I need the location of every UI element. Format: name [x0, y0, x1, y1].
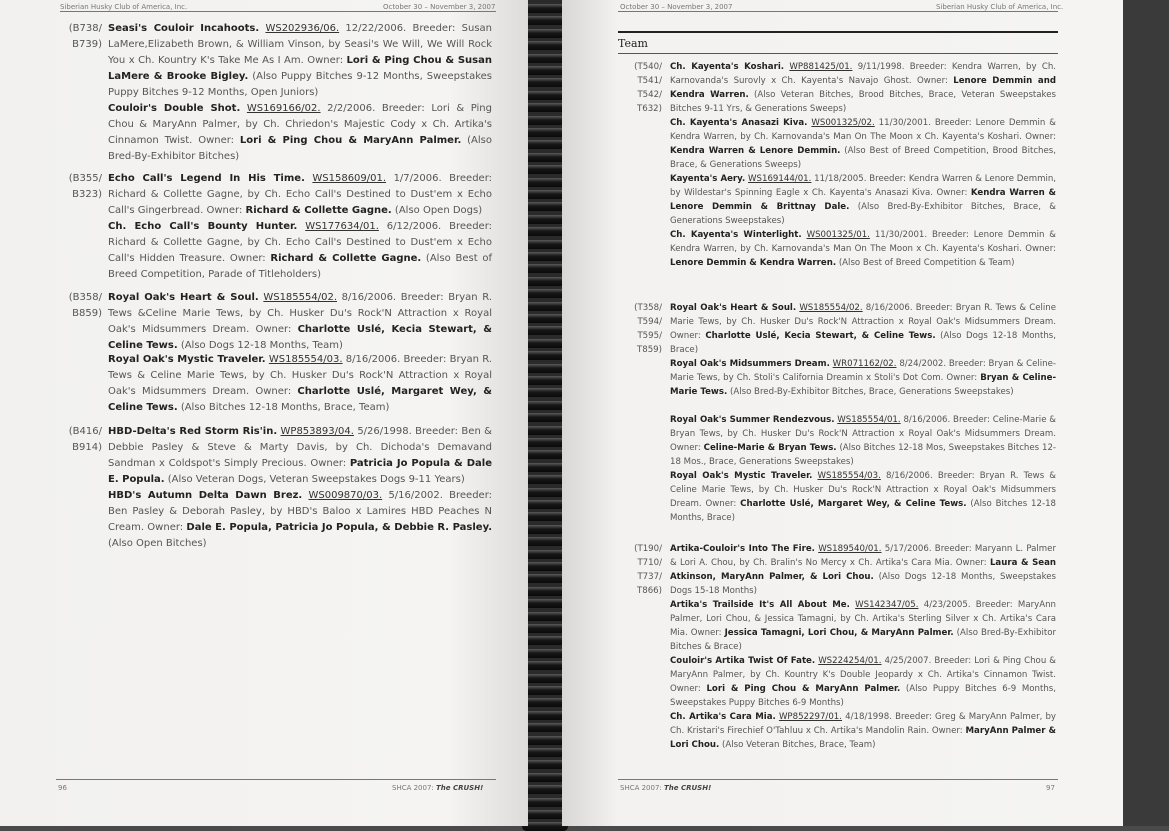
- right-header-club: Siberian Husky Club of America, Inc.: [936, 3, 1064, 11]
- right-footer-rule: [618, 779, 1058, 780]
- dog-details: 5/17/2006. Breeder: Maryann L. Palmer & Lori A. Chou, by Ch. Bralin's No Mercy x Ch. Artika's Cara Mia. Owner:: [670, 544, 1056, 568]
- footer-brand: The CRUSH!: [664, 784, 712, 792]
- registration-number: WS142347/05.: [855, 600, 919, 610]
- catalog-numbers: (T358/ T594/ T595/ T859): [634, 303, 662, 355]
- class-note: (Also Open Dogs): [394, 205, 483, 216]
- dog-details: 12/22/2006. Breeder: Susan LaMere,Elizabeth Brown, & William Vinson, by Seasi's We Will, We Will Rock You x Ch. Kountry K's Take Me As I Am. Owner:: [108, 23, 492, 66]
- registration-number: WS185554/01.: [837, 415, 901, 425]
- dog-entry: [108, 424, 492, 488]
- catalog-numbers: (B738/ B739): [68, 23, 102, 50]
- dog-name: Ch. Kayenta's Winterlight.: [670, 230, 802, 240]
- registration-number: WS189540/01.: [818, 544, 882, 554]
- class-note: (Also Bred-By-Exhibitor Bitches & Brace): [670, 628, 1057, 652]
- dog-entry: [670, 116, 1056, 172]
- registration-number: WS177634/01.: [305, 221, 379, 232]
- dog-details: 4/25/2007. Breeder: Lori & Ping Chou & MaryAnn Palmer, by Ch. Kountry K's Double Jeopardy x Ch. Artika's Cinnamon Twist. Owner:: [670, 656, 1056, 694]
- class-note: (Also Dogs 12-18 Months, Sweepstakes Dogs 15-18 Months): [670, 572, 1057, 596]
- class-note: (Also Veteran Dogs, Veteran Sweepstakes Dogs 9-11 Years): [167, 474, 465, 485]
- dog-entry: [670, 469, 1056, 525]
- dog-details: 4/18/1998. Breeder: Greg & MaryAnn Palmer, by Ch. Kristari's Firechief O'Tahluu x Ch. Artika's Mandolin Rain. Owner:: [670, 712, 1057, 736]
- registration-number: WS224254/01.: [818, 656, 882, 666]
- dog-entry: [108, 171, 492, 219]
- owner-name: Jessica Tamagni, Lori Chou, & MaryAnn Palmer.: [724, 628, 954, 638]
- dog-name: Royal Oak's Mystic Traveler.: [108, 354, 266, 365]
- left-footer: [392, 784, 483, 792]
- class-note: (Also Puppy Bitches 9-12 Months, Sweepstakes Puppy Bitches 9-12 Months, Open Juniors): [108, 71, 492, 98]
- class-note: (Also Bitches 12-18 Months, Brace, Team): [180, 402, 390, 413]
- dog-name: HBD-Delta's Red Storm Ris'in.: [108, 426, 278, 437]
- registration-number: WS185554/03.: [817, 471, 881, 481]
- dog-entry: [670, 413, 1056, 469]
- dog-entry: [108, 219, 492, 283]
- owner-name: Charlotte Uslé, Kecia Stewart, & Celine Tews.: [705, 331, 936, 341]
- dog-details: 2/2/2006. Breeder: Lori & Ping Chou & MaryAnn Palmer, by Ch. Chriedon's Majestic Cody x Ch. Artika's Cinnamon Twist. Owner:: [108, 103, 492, 146]
- catalog-numbers: (B416/ B914): [68, 426, 102, 453]
- dog-details: 11/18/2005. Breeder: Kendra Warren & Lenore Demmin, by Wildestar's Spinning Eagle x Ch. Kayenta's Anasazi Kiva. Owner:: [670, 174, 1057, 198]
- right-page-number: 97: [1046, 784, 1055, 792]
- left-header-rule: [60, 11, 496, 12]
- dog-details: 9/11/1998. Breeder: Kendra Warren, by Ch. Karnovanda's Surovly x Ch. Kayenta's Navajo Ghost. Owner:: [670, 62, 1057, 86]
- owner-name: Richard & Collette Gagne.: [270, 253, 422, 264]
- registration-number: WS185554/03.: [268, 354, 343, 365]
- dog-name: Seasi's Couloir Incahoots.: [108, 23, 260, 34]
- owner-name: Charlotte Uslé, Margaret Wey, & Celine Tews.: [740, 499, 967, 509]
- registration-number: WS009870/03.: [308, 490, 383, 501]
- owner-name: Laura & Sean Atkinson, MaryAnn Palmer, & Lori Chou.: [670, 558, 1057, 582]
- dog-details: 8/24/2002. Breeder: Bryan & Celine-Marie Tews, by Ch. Stoli's California Dreamin x Stoli's Dot Com. Owner:: [670, 359, 1057, 383]
- class-note: (Also Puppy Bitches 6-9 Months, Sweepstakes Puppy Bitches 6-9 Months): [670, 684, 1057, 708]
- dog-name: Royal Oak's Midsummers Dream.: [670, 359, 830, 369]
- owner-name: Celine-Marie & Bryan Tews.: [703, 443, 837, 453]
- dog-details: 1/7/2006. Breeder: Richard & Collette Gagne, by Ch. Echo Call's Destined to Dust'em x Echo Call's Gingerbread. Owner:: [108, 173, 493, 216]
- dog-entry: [670, 598, 1056, 654]
- registration-number: WS001325/01.: [806, 230, 870, 240]
- registration-number: WP853893/04.: [280, 426, 354, 437]
- owner-name: Charlotte Uslé, Kecia Stewart, & Celine Tews.: [108, 324, 492, 351]
- dog-name: Couloir's Double Shot.: [108, 103, 241, 114]
- owner-name: Patricia Jo Popula & Dale E. Popula.: [108, 458, 492, 485]
- registration-number: WS001325/02.: [811, 118, 875, 128]
- owner-name: Bryan & Celine-Marie Tews.: [670, 373, 1057, 397]
- left-header-dates: October 30 – November 3, 2007: [383, 3, 496, 11]
- background-edge: [1123, 0, 1169, 826]
- owner-name: Lori & Ping Chou & Susan LaMere & Brooke Bigley.: [108, 55, 492, 82]
- registration-number: WS169144/01.: [748, 174, 812, 184]
- dog-details: 8/16/2006. Breeder: Bryan R. Tews & Celine Marie Tews, by Ch. Husker Du's Rock'N Attraction x Royal Oak's Midsummers Dream. Owner:: [108, 354, 492, 397]
- class-note: (Also Bitches 12-18 Months, Brace): [670, 499, 1057, 523]
- catalog-numbers: (B355/ B323): [68, 173, 102, 200]
- dog-details: 8/16/2006. Breeder: Bryan R. Tews &Celine Marie Tews, by Ch. Husker Du's Rock'N Attraction x Royal Oak's Midsummers Dream. Owner:: [108, 292, 492, 335]
- owner-name: Kendra Warren & Lenore Demmin.: [670, 146, 841, 156]
- class-note: (Also Bred-By-Exhibitor Bitches, Brace, & Generations Sweepstakes): [670, 202, 1056, 226]
- section-title: Team: [618, 37, 648, 50]
- owner-name: Lenore Demmin and Kendra Warren.: [670, 76, 1056, 100]
- dog-name: Royal Oak's Heart & Soul.: [670, 303, 797, 313]
- dog-name: Royal Oak's Mystic Traveler.: [670, 471, 813, 481]
- registration-number: WP852297/01.: [778, 712, 842, 722]
- dog-name: Ch. Kayenta's Koshari.: [670, 62, 785, 72]
- catalog-numbers: (T540/ T541/ T542/ T632): [634, 62, 662, 114]
- owner-name: Lori & Ping Chou & MaryAnn Palmer.: [239, 135, 462, 146]
- class-note: (Also Best of Breed Competition & Team): [838, 258, 1015, 268]
- dog-entry: [670, 654, 1056, 710]
- class-note: (Also Veteran Bitches, Brood Bitches, Brace, Veteran Sweepstakes Bitches 9-11 Yrs, & Generations Sweeps): [670, 90, 1056, 114]
- team-section-underline: [618, 53, 1058, 54]
- owner-name: MaryAnn Palmer & Lori Chou.: [670, 726, 1057, 750]
- dog-details: 5/16/2002. Breeder: Ben Pasley & Deborah Pasley, by HBD's Baloo x Lamires HBD Peaches N Cream. Owner:: [108, 490, 493, 533]
- owner-name: Lori & Ping Chou & MaryAnn Palmer.: [706, 684, 901, 694]
- registration-number: WS158609/01.: [312, 173, 387, 184]
- right-header-dates: October 30 – November 3, 2007: [620, 3, 733, 11]
- dog-entry: [108, 21, 492, 101]
- dog-details: 6/12/2006. Breeder: Richard & Collette Gagne, by Ch. Echo Call's Destined to Dust'em x Echo Call's Hidden Treasure. Owner:: [108, 221, 492, 264]
- class-note: (Also Open Bitches): [108, 538, 207, 549]
- owner-name: Charlotte Uslé, Margaret Wey, & Celine Tews.: [108, 386, 492, 413]
- dog-entry: [108, 352, 492, 416]
- dog-name: Echo Call's Legend In His Time.: [108, 173, 305, 184]
- owner-name: Lenore Demmin & Kendra Warren.: [670, 258, 837, 268]
- dog-name: Kayenta's Aery.: [670, 174, 746, 184]
- catalog-numbers: (B358/ B859): [68, 292, 102, 319]
- dog-entry: [670, 357, 1056, 399]
- class-note: (Also Bred-By-Exhibitor Bitches): [108, 135, 492, 162]
- class-note: (Also Dogs 12-18 Months, Brace): [670, 331, 1057, 355]
- dog-entry: [108, 101, 492, 165]
- right-header-rule: [618, 11, 1058, 12]
- registration-number: WS185554/02.: [263, 292, 338, 303]
- dog-details: 11/30/2001. Breeder: Lenore Demmin & Kendra Warren, by Ch. Karnovanda's Man On The Moon x Ch. Kayenta's Koshari. Owner:: [670, 118, 1056, 142]
- left-header-club: Siberian Husky Club of America, Inc.: [60, 3, 188, 11]
- dog-details: 8/16/2006. Breeder: Bryan R. Tews & Celine Marie Tews, by Ch. Husker Du's Rock'N Attraction x Royal Oak's Midsummers Dream. Owner:: [670, 471, 1056, 509]
- registration-number: WS185554/02.: [799, 303, 863, 313]
- dog-details: 4/23/2005. Breeder: MaryAnn Palmer, Lori Chou, & Jessica Tamagni, by Ch. Artika's Sterling Silver x Ch. Artika's Cara Mia. Owner:: [670, 600, 1056, 638]
- class-note: (Also Best of Breed Competition, Brood Bitches, Brace, & Generations Sweeps): [670, 146, 1056, 170]
- dog-details: 11/30/2001. Breeder: Lenore Demmin & Kendra Warren, by Ch. Karnovanda's Man On The Moon x Ch. Kayenta's Koshari. Owner:: [670, 230, 1057, 254]
- left-footer-rule: [56, 779, 496, 780]
- dog-entry: [670, 710, 1056, 752]
- class-note: (Also Dogs 12-18 Months, Team): [180, 340, 343, 351]
- class-note: (Also Bred-By-Exhibitor Bitches, Brace, Generations Sweepstakes): [729, 387, 1014, 397]
- registration-number: WS169166/02.: [246, 103, 321, 114]
- footer-brand: The CRUSH!: [436, 784, 484, 792]
- dog-name: Ch. Kayenta's Anasazi Kiva.: [670, 118, 808, 128]
- footer-text: SHCA 2007:: [392, 784, 434, 792]
- owner-name: Dale E. Popula, Patricia Jo Popula, & Debbie R. Pasley.: [186, 522, 492, 533]
- left-page: [0, 0, 528, 826]
- dog-details: 5/26/1998. Breeder: Ben & Debbie Pasley & Steve & Marty Davis, by Ch. Dichoda's Demavand Sandman x Coldspot's Simply Precious. Owner:: [108, 426, 492, 469]
- dog-name: Royal Oak's Summer Rendezvous.: [670, 415, 835, 425]
- dog-name: Ch. Echo Call's Bounty Hunter.: [108, 221, 298, 232]
- registration-number: WP881425/01.: [789, 62, 853, 72]
- dog-name: Artika's Trailside It's All About Me.: [670, 600, 850, 610]
- dog-entry: [670, 60, 1056, 116]
- dog-details: 8/16/2006. Breeder: Bryan R. Tews & Celine Marie Tews, by Ch. Husker Du's Rock'N Attraction x Royal Oak's Midsummers Dream. Owner:: [670, 303, 1057, 341]
- dog-entry: [108, 488, 492, 552]
- dog-name: HBD's Autumn Delta Dawn Brez.: [108, 490, 303, 501]
- team-section-rule: [618, 31, 1058, 33]
- dog-entry: [108, 290, 492, 354]
- dog-details: 8/16/2006. Breeder: Celine-Marie & Bryan Tews, by Ch. Husker Du's Rock'N Attraction x Royal Oak's Midsummers Dream. Owner:: [670, 415, 1056, 453]
- footer-text: SHCA 2007:: [620, 784, 662, 792]
- dog-name: Artika-Couloir's Into The Fire.: [670, 544, 815, 554]
- left-page-number: 96: [58, 784, 67, 792]
- dog-name: Ch. Artika's Cara Mia.: [670, 712, 776, 722]
- catalog-numbers: (T190/ T710/ T737/ T866): [634, 544, 662, 596]
- dog-entry: [670, 172, 1056, 228]
- right-footer: [620, 784, 711, 792]
- owner-name: Kendra Warren & Lenore Demmin & Brittnay Dale.: [670, 188, 1056, 212]
- dog-entry: [670, 301, 1056, 357]
- class-note: (Also Veteran Bitches, Brace, Team): [722, 740, 876, 750]
- dog-entry: [670, 542, 1056, 598]
- registration-number: WR071162/02.: [832, 359, 897, 369]
- registration-number: WS202936/06.: [265, 23, 340, 34]
- class-note: (Also Bitches 12-18 Mos, Sweepstakes Bitches 12-18 Mos., Brace, Generations Sweepstakes): [670, 443, 1057, 467]
- dog-name: Royal Oak's Heart & Soul.: [108, 292, 259, 303]
- dog-name: Couloir's Artika Twist Of Fate.: [670, 656, 816, 666]
- class-note: (Also Best of Breed Competition, Parade of Titleholders): [108, 253, 492, 280]
- owner-name: Richard & Collette Gagne.: [245, 205, 392, 216]
- dog-entry: [670, 228, 1056, 270]
